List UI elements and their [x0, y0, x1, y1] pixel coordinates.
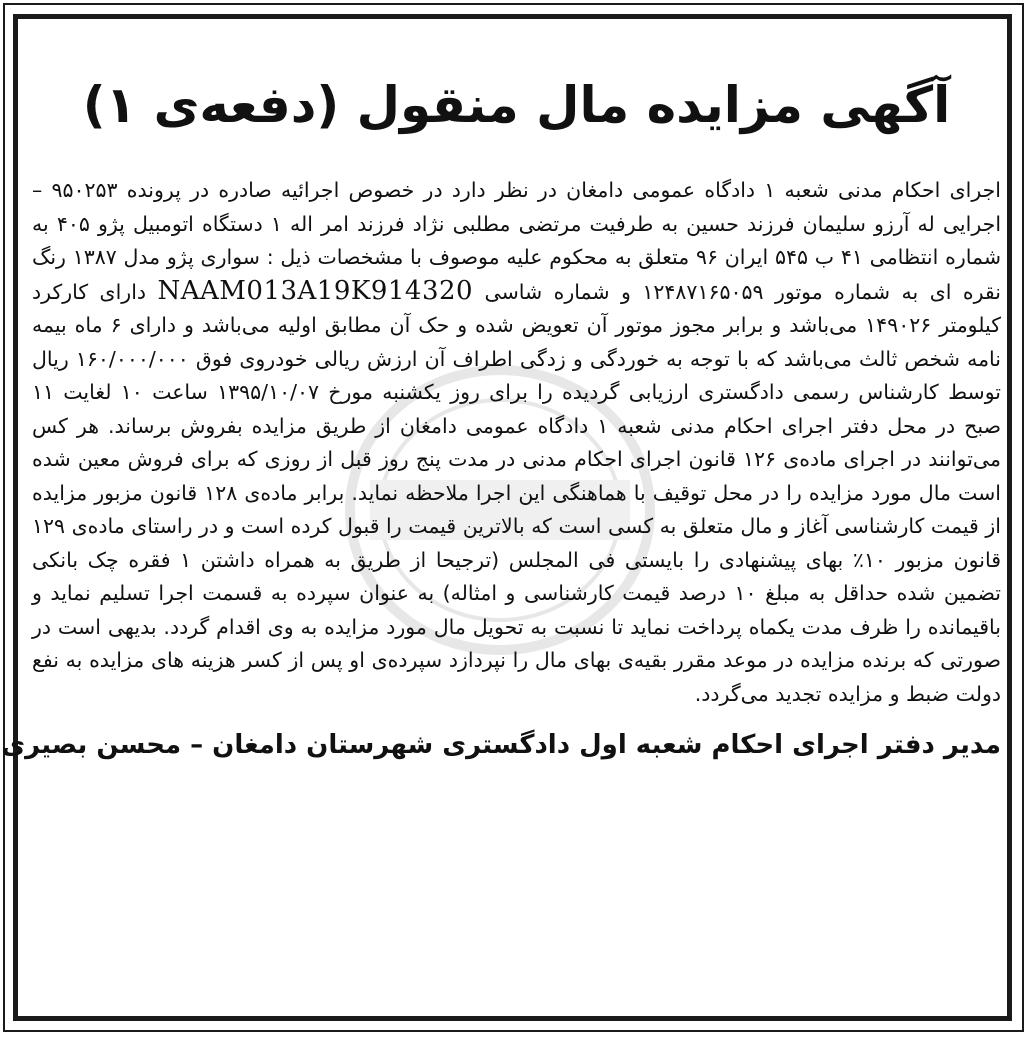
chassis-number: NAAM013A19K914320 [157, 275, 474, 306]
notice-body-part-1: اجرای احکام مدنی شعبه ۱ دادگاه عمومی دامغان در نظر دارد در خصوص اجرائیه صادره در پرونده ۹۵۰۲۵۳ – اجرایی له آرزو سلیمان فرزند حسین به طرفیت مرتضی مطلبی نژاد فرزند امر اله ۱ دستگاه اتومبیل پژو ۴۰۵ به شماره انتظامی ۴۱ ب ۵۴۵ ایران ۹۶ متعلق به محکوم علیه موصوف با مشخصات ذیل : سواری پژو مدل ۱۳۸۷ رنگ نقره ای به شماره موتور ۱۲۴۸۷۱۶۵۰۵۹ و شماره شاسی [32, 178, 1002, 304]
notice-body-part-2: دارای کارکرد کیلومتر ۱۴۹۰۲۶ می‌باشد و برابر مجوز موتور آن تعویض شده و حک آن مطابق اولیه می‌باشد و دارای ۶ ماه بیمه نامه شخص ثالث می‌باشد که با توجه به خوردگی و زدگی اطراف آن ارزش ریالی خودروی فوق ۱۶۰/۰۰۰/۰۰۰ ریال توسط کارشناس رسمی دادگستری ارزیابی گردیده را برای روز یکشنبه مورخ ۱۳۹۵/۱۰/۰۷ ساعت ۱۰ لغایت ۱۱ صبح در محل دفتر اجرای احکام مدنی شعبه ۱ دادگاه عمومی دامغان از طریق مزایده بفروش برساند. هر کس می‌توانند در اجرای ماده‌ی ۱۲۶ قانون اجرای احکام مدنی در مدت پنج روز قبل از روزی که برای فروش معین شده است مال مورد مزایده را در محل توقیف با هماهنگی این اجرا ملاحظه نماید. برابر ماده‌ی ۱۲۸ قانون مزبور مزایده از قیمت کارشناسی آغاز و مال متعلق به کسی است که بالاترین قیمت را قبول کرده است و در راستای ماده‌ی ۱۲۹ قانون مزبور ۱۰٪ بهای پیشنهادی را بایستی فی المجلس (ترجیحا از طریق به همراه داشتن ۱ فقره چک بانکی تضمین شده حداقل به مبلغ ۱۰ درصد قیمت کارشناسی و امثاله) به عنوان سپرده به قسمت اجرا تسلیم نماید و باقیمانده را ظرف مدت یکماه پرداخت نماید تا نسبت به تحویل مال مورد مزایده به وی اقدام گردد. بدیهی است در صورتی که برنده مزایده در موعد مقرر بقیه‌ی بهای مال را نپردازد سپرده‌ی او پس از کسر هزینه های مزایده به نفع دولت ضبط و مزایده تجدید می‌گردد. [32, 279, 1002, 706]
notice-content [1, 30, 1002, 765]
notice-body [32, 174, 1001, 711]
notice-title: آگهی مزایده مال منقول (دفعه‌ی ۱) [82, 76, 951, 134]
signature-line: مدیر دفتر اجرای احکام شعبه اول دادگستری شهرستان دامغان – محسن بصیری [1, 730, 1001, 760]
